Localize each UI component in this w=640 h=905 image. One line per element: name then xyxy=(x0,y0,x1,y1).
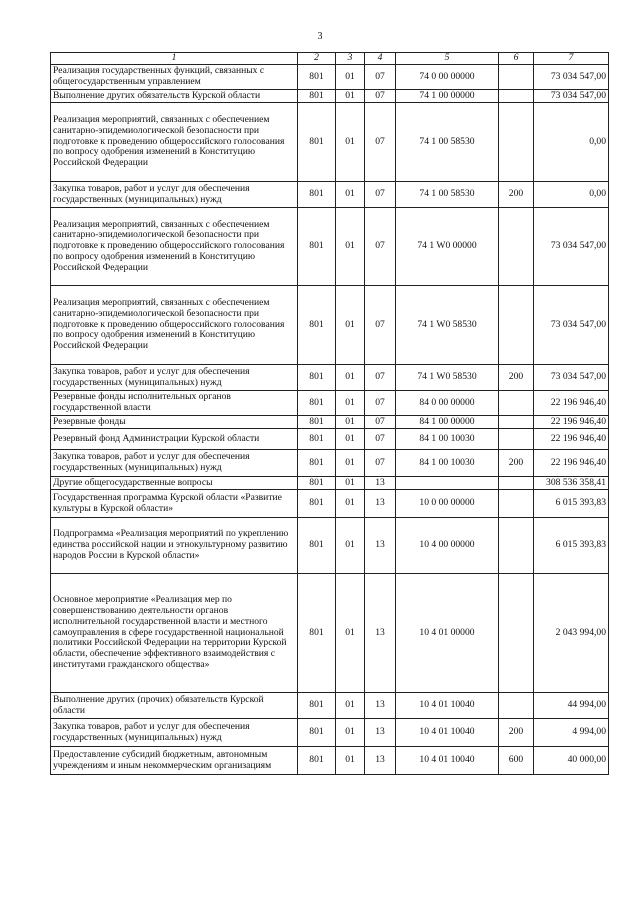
table-row xyxy=(51,477,609,490)
page-number: 3 xyxy=(317,31,323,42)
amount-cell: 40 000,00 xyxy=(534,747,609,775)
target-item-cell: 74 1 W0 58530 xyxy=(396,286,499,365)
section-code-cell: 01 xyxy=(336,719,365,747)
amount-cell: 44 994,00 xyxy=(534,693,609,719)
table-row xyxy=(51,719,609,747)
expense-type-cell: 200 xyxy=(499,182,534,208)
ministry-code-cell: 801 xyxy=(298,90,336,103)
section-code-cell: 01 xyxy=(336,103,365,182)
table-row xyxy=(51,429,609,450)
table-row xyxy=(51,747,609,775)
table-row xyxy=(51,208,609,286)
amount-cell: 6 015 393,83 xyxy=(534,518,609,574)
subsection-code-cell: 07 xyxy=(365,391,396,416)
row-name-cell: Закупка товаров, работ и услуг для обеспечения государственных (муниципальных) нужд xyxy=(51,719,298,747)
row-name-cell: Закупка товаров, работ и услуг для обеспечения государственных (муниципальных) нужд xyxy=(51,365,298,391)
amount-cell: 73 034 547,00 xyxy=(534,365,609,391)
section-code-cell: 01 xyxy=(336,747,365,775)
table-row xyxy=(51,286,609,365)
target-item-cell: 74 1 00 00000 xyxy=(396,90,499,103)
row-name-cell: Реализация мероприятий, связанных с обеспечением санитарно-эпидемиологической безопасности при подготовке к проведению общероссийского голосования по вопросу одобрения изменений в Конституцию Российской Федерации xyxy=(51,208,298,286)
subsection-code-cell: 07 xyxy=(365,365,396,391)
table-body xyxy=(51,65,609,775)
table-row xyxy=(51,416,609,429)
ministry-code-cell: 801 xyxy=(298,65,336,90)
amount-cell: 6 015 393,83 xyxy=(534,490,609,518)
row-name-cell: Закупка товаров, работ и услуг для обеспечения государственных (муниципальных) нужд xyxy=(51,182,298,208)
table-row xyxy=(51,450,609,477)
amount-cell: 73 034 547,00 xyxy=(534,65,609,90)
column-header: 4 xyxy=(365,53,396,65)
row-name-cell: Резервные фонды xyxy=(51,416,298,429)
target-item-cell: 10 4 01 10040 xyxy=(396,693,499,719)
subsection-code-cell: 07 xyxy=(365,416,396,429)
row-name-cell: Реализация мероприятий, связанных с обеспечением санитарно-эпидемиологической безопасности при подготовке к проведению общероссийского голосования по вопросу одобрения изменений в Конституцию Российской Федерации xyxy=(51,103,298,182)
section-code-cell: 01 xyxy=(336,490,365,518)
subsection-code-cell: 13 xyxy=(365,518,396,574)
expense-type-cell: 200 xyxy=(499,719,534,747)
section-code-cell: 01 xyxy=(336,286,365,365)
amount-cell: 73 034 547,00 xyxy=(534,90,609,103)
table-row xyxy=(51,518,609,574)
expense-type-cell xyxy=(499,416,534,429)
subsection-code-cell: 13 xyxy=(365,490,396,518)
subsection-code-cell: 07 xyxy=(365,182,396,208)
subsection-code-cell: 13 xyxy=(365,693,396,719)
row-name-cell: Основное мероприятие «Реализация мер по совершенствованию деятельности органов исполнительной государственной власти и местного самоуправления в сфере государственной национальной политики Российской Федерации на территории Курской области, обеспечение эффективного взаимодействия с институтами гражданского общества» xyxy=(51,574,298,693)
target-item-cell: 84 0 00 00000 xyxy=(396,391,499,416)
ministry-code-cell: 801 xyxy=(298,429,336,450)
target-item-cell: 74 0 00 00000 xyxy=(396,65,499,90)
amount-cell: 22 196 946,40 xyxy=(534,429,609,450)
row-name-cell: Закупка товаров, работ и услуг для обеспечения государственных (муниципальных) нужд xyxy=(51,450,298,477)
ministry-code-cell: 801 xyxy=(298,490,336,518)
subsection-code-cell: 07 xyxy=(365,103,396,182)
subsection-code-cell: 07 xyxy=(365,90,396,103)
section-code-cell: 01 xyxy=(336,391,365,416)
expense-type-cell xyxy=(499,103,534,182)
ministry-code-cell: 801 xyxy=(298,719,336,747)
ministry-code-cell: 801 xyxy=(298,477,336,490)
column-header: 3 xyxy=(336,53,365,65)
ministry-code-cell: 801 xyxy=(298,208,336,286)
section-code-cell: 01 xyxy=(336,416,365,429)
subsection-code-cell: 07 xyxy=(365,429,396,450)
subsection-code-cell: 13 xyxy=(365,747,396,775)
section-code-cell: 01 xyxy=(336,574,365,693)
row-name-cell: Выполнение других обязательств Курской области xyxy=(51,90,298,103)
subsection-code-cell: 13 xyxy=(365,719,396,747)
amount-cell: 2 043 994,00 xyxy=(534,574,609,693)
ministry-code-cell: 801 xyxy=(298,747,336,775)
row-name-cell: Другие общегосударственные вопросы xyxy=(51,477,298,490)
expense-type-cell: 600 xyxy=(499,747,534,775)
expense-type-cell: 200 xyxy=(499,450,534,477)
expense-type-cell xyxy=(499,286,534,365)
expense-type-cell xyxy=(499,490,534,518)
target-item-cell: 10 0 00 00000 xyxy=(396,490,499,518)
amount-cell: 22 196 946,40 xyxy=(534,450,609,477)
target-item-cell: 10 4 01 00000 xyxy=(396,574,499,693)
expense-type-cell xyxy=(499,574,534,693)
section-code-cell: 01 xyxy=(336,429,365,450)
section-code-cell: 01 xyxy=(336,477,365,490)
amount-cell: 22 196 946,40 xyxy=(534,391,609,416)
expense-type-cell: 200 xyxy=(499,365,534,391)
expense-type-cell xyxy=(499,693,534,719)
expense-type-cell xyxy=(499,518,534,574)
ministry-code-cell: 801 xyxy=(298,365,336,391)
ministry-code-cell: 801 xyxy=(298,182,336,208)
section-code-cell: 01 xyxy=(336,518,365,574)
ministry-code-cell: 801 xyxy=(298,574,336,693)
ministry-code-cell: 801 xyxy=(298,693,336,719)
section-code-cell: 01 xyxy=(336,693,365,719)
row-name-cell: Резервный фонд Администрации Курской области xyxy=(51,429,298,450)
table-row xyxy=(51,90,609,103)
target-item-cell xyxy=(396,477,499,490)
row-name-cell: Предоставление субсидий бюджетным, автономным учреждениям и иным некоммерческим организациям xyxy=(51,747,298,775)
amount-cell: 0,00 xyxy=(534,182,609,208)
target-item-cell: 74 1 00 58530 xyxy=(396,103,499,182)
section-code-cell: 01 xyxy=(336,182,365,208)
row-name-cell: Государственная программа Курской области «Развитие культуры в Курской области» xyxy=(51,490,298,518)
expense-type-cell xyxy=(499,90,534,103)
amount-cell: 73 034 547,00 xyxy=(534,286,609,365)
column-header: 5 xyxy=(396,53,499,65)
subsection-code-cell: 07 xyxy=(365,450,396,477)
budget-table xyxy=(50,52,609,775)
target-item-cell: 74 1 00 58530 xyxy=(396,182,499,208)
expense-type-cell xyxy=(499,391,534,416)
ministry-code-cell: 801 xyxy=(298,103,336,182)
section-code-cell: 01 xyxy=(336,450,365,477)
ministry-code-cell: 801 xyxy=(298,416,336,429)
row-name-cell: Реализация государственных функций, связанных с общегосударственным управлением xyxy=(51,65,298,90)
expense-type-cell xyxy=(499,65,534,90)
ministry-code-cell: 801 xyxy=(298,391,336,416)
subsection-code-cell: 07 xyxy=(365,65,396,90)
table-row xyxy=(51,365,609,391)
amount-cell: 73 034 547,00 xyxy=(534,208,609,286)
row-name-cell: Реализация мероприятий, связанных с обеспечением санитарно-эпидемиологической безопасности при подготовке к проведению общероссийского голосования по вопросу одобрения изменений в Конституцию Российской Федерации xyxy=(51,286,298,365)
table-row xyxy=(51,65,609,90)
section-code-cell: 01 xyxy=(336,208,365,286)
table-row xyxy=(51,182,609,208)
section-code-cell: 01 xyxy=(336,90,365,103)
table-row xyxy=(51,490,609,518)
amount-cell: 4 994,00 xyxy=(534,719,609,747)
subsection-code-cell: 13 xyxy=(365,574,396,693)
target-item-cell: 10 4 00 00000 xyxy=(396,518,499,574)
row-name-cell: Выполнение других (прочих) обязательств Курской области xyxy=(51,693,298,719)
amount-cell: 22 196 946,40 xyxy=(534,416,609,429)
target-item-cell: 74 1 W0 58530 xyxy=(396,365,499,391)
ministry-code-cell: 801 xyxy=(298,450,336,477)
target-item-cell: 84 1 00 10030 xyxy=(396,429,499,450)
target-item-cell: 10 4 01 10040 xyxy=(396,747,499,775)
column-header: 2 xyxy=(298,53,336,65)
target-item-cell: 10 4 01 10040 xyxy=(396,719,499,747)
expense-type-cell xyxy=(499,429,534,450)
expense-type-cell xyxy=(499,477,534,490)
table-row xyxy=(51,391,609,416)
column-header: 1 xyxy=(51,53,298,65)
amount-cell: 0,00 xyxy=(534,103,609,182)
table-row xyxy=(51,693,609,719)
subsection-code-cell: 13 xyxy=(365,477,396,490)
section-code-cell: 01 xyxy=(336,65,365,90)
target-item-cell: 84 1 00 10030 xyxy=(396,450,499,477)
expense-type-cell xyxy=(499,208,534,286)
ministry-code-cell: 801 xyxy=(298,518,336,574)
ministry-code-cell: 801 xyxy=(298,286,336,365)
target-item-cell: 74 1 W0 00000 xyxy=(396,208,499,286)
subsection-code-cell: 07 xyxy=(365,208,396,286)
column-header: 7 xyxy=(534,53,609,65)
column-header: 6 xyxy=(499,53,534,65)
target-item-cell: 84 1 00 00000 xyxy=(396,416,499,429)
header-row xyxy=(51,53,609,65)
section-code-cell: 01 xyxy=(336,365,365,391)
row-name-cell: Резервные фонды исполнительных органов государственной власти xyxy=(51,391,298,416)
subsection-code-cell: 07 xyxy=(365,286,396,365)
table-row xyxy=(51,103,609,182)
row-name-cell: Подпрограмма «Реализация мероприятий по укреплению единства российской нации и этнокультурному развитию народов России в Курской области» xyxy=(51,518,298,574)
amount-cell: 308 536 358,41 xyxy=(534,477,609,490)
table-row xyxy=(51,574,609,693)
